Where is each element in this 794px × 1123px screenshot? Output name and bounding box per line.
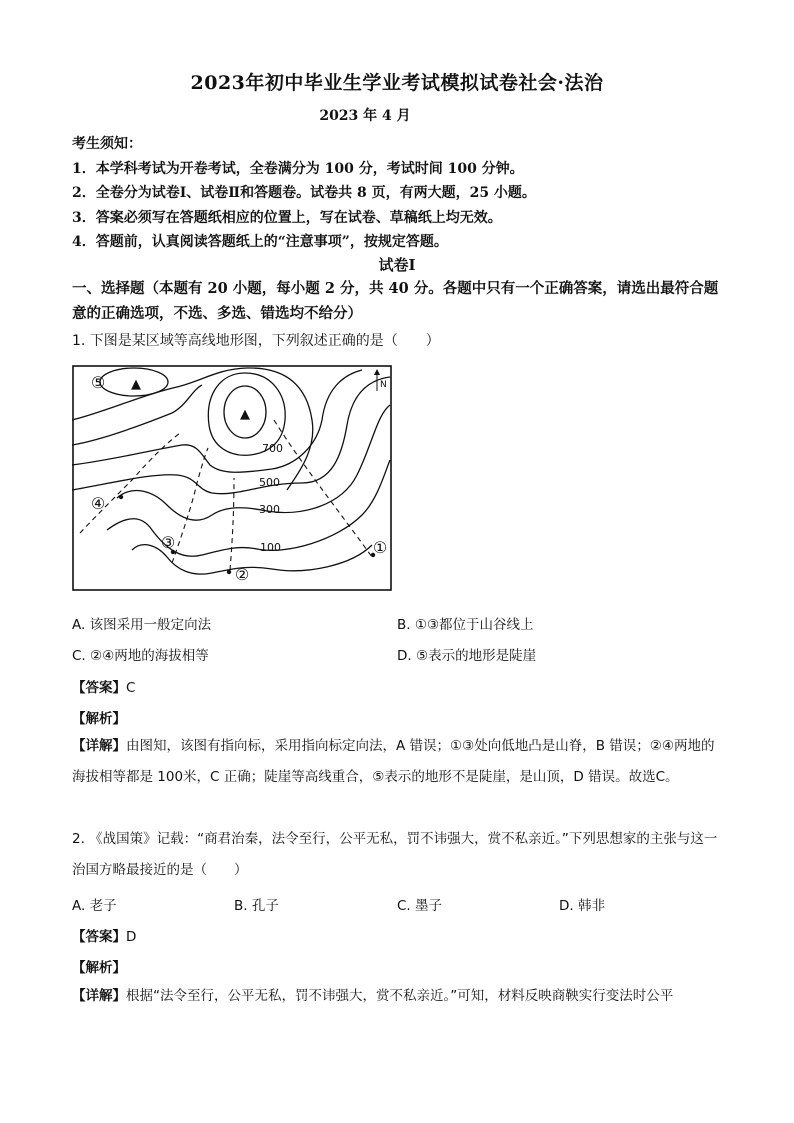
question-2-stem: 2. 《战国策》记载：“商君治秦，法令至行，公平无私，罚不讳强大，赏不私亲近。”下列思想家的主张与这一治国方略最接近的是（ ） <box>72 831 718 878</box>
marker-5: ⑤ <box>90 373 106 392</box>
q1-answer <box>72 676 135 696</box>
contour-label: 300 <box>259 503 280 516</box>
point-4 <box>119 495 123 499</box>
notes-item: 2．全卷分为试卷Ⅰ、试卷Ⅱ和答题卷。试卷共 8 页，有两大题，25 小题。 <box>72 185 536 201</box>
north-label: N <box>380 380 387 390</box>
q2-analysis-label <box>72 956 126 976</box>
map-frame <box>73 366 391 590</box>
analysis-label: 【解析】 <box>72 711 126 727</box>
marker-1: ① <box>372 538 388 557</box>
peak-triangle-icon: ▲ <box>131 377 141 392</box>
marker-4: ④ <box>90 494 106 513</box>
section-intro: 一、选择题（本题有 20 小题，每小题 2 分，共 40 分。各题中只有一个正确答案，请选出最符合题意的正确选项，不选、多选、错选均不给分） <box>72 280 719 322</box>
q1-detail <box>72 731 722 793</box>
q2-option-a: A. 老子 <box>72 898 117 914</box>
answer-label: 【答案】 <box>72 680 126 696</box>
notes-heading: 考生须知： <box>72 136 142 152</box>
contour-map <box>72 365 392 591</box>
marker-2: ② <box>234 565 250 584</box>
point-2 <box>227 570 231 574</box>
answer-value: D <box>126 929 137 945</box>
answer-value: C <box>126 680 136 696</box>
contour-label: 700 <box>262 442 283 455</box>
notes-item: 4．答题前，认真阅读答题纸上的“注意事项”，按规定答题。 <box>72 234 448 250</box>
section-title: 试卷Ⅰ <box>378 256 416 274</box>
q2-option-c: C. 墨子 <box>397 898 443 914</box>
q1-option-d: D. ⑤表示的地形是陡崖 <box>397 648 537 664</box>
marker-3: ③ <box>160 533 176 552</box>
detail-label: 【详解】 <box>72 738 126 754</box>
q1-analysis-label <box>72 707 126 727</box>
contour-label: 100 <box>260 541 281 554</box>
q2-detail <box>72 981 722 1012</box>
detail-text: 由图知，该图有指向标，采用指向标定向法，A 错误；①③处向低地凸是山脊，B 错误；②④两地的海拔相等都是 100米，C 正确；陡崖等高线重合，⑤表示的地形不是陡崖，是山顶，D 错误。故选C。 <box>72 738 715 785</box>
detail-text: 根据“法令至行，公平无私，罚不讳强大，赏不私亲近。”可知，材料反映商鞅实行变法时公平 <box>126 988 674 1004</box>
notes-item: 1．本学科考试为开卷考试，全卷满分为 100 分，考试时间 100 分钟。 <box>72 160 524 177</box>
q1-option-b: B. ①③都位于山谷线上 <box>397 617 534 633</box>
q2-option-b: B. 孔子 <box>234 898 279 914</box>
question-1-stem: 1. 下图是某区域等高线地形图，下列叙述正确的是（ ） <box>72 333 440 349</box>
detail-label: 【详解】 <box>72 988 126 1004</box>
peak-triangle-icon: ▲ <box>240 407 250 422</box>
candidate-notes <box>72 132 732 255</box>
q2-option-d: D. 韩非 <box>559 898 605 914</box>
q1-option-a: A. 该图采用一般定向法 <box>72 617 212 633</box>
q1-option-c: C. ②④两地的海拔相等 <box>72 648 209 664</box>
exam-date: 2023 年 4 月 <box>319 108 411 124</box>
analysis-label: 【解析】 <box>72 960 126 976</box>
page-title: 2023年初中毕业生学业考试模拟试卷社会·法治 <box>190 72 604 94</box>
q2-answer <box>72 925 136 945</box>
contour-label: 500 <box>259 476 280 489</box>
answer-label: 【答案】 <box>72 929 126 945</box>
notes-item: 3．答案必须写在答题纸相应的位置上，写在试卷、草稿纸上均无效。 <box>72 209 502 226</box>
